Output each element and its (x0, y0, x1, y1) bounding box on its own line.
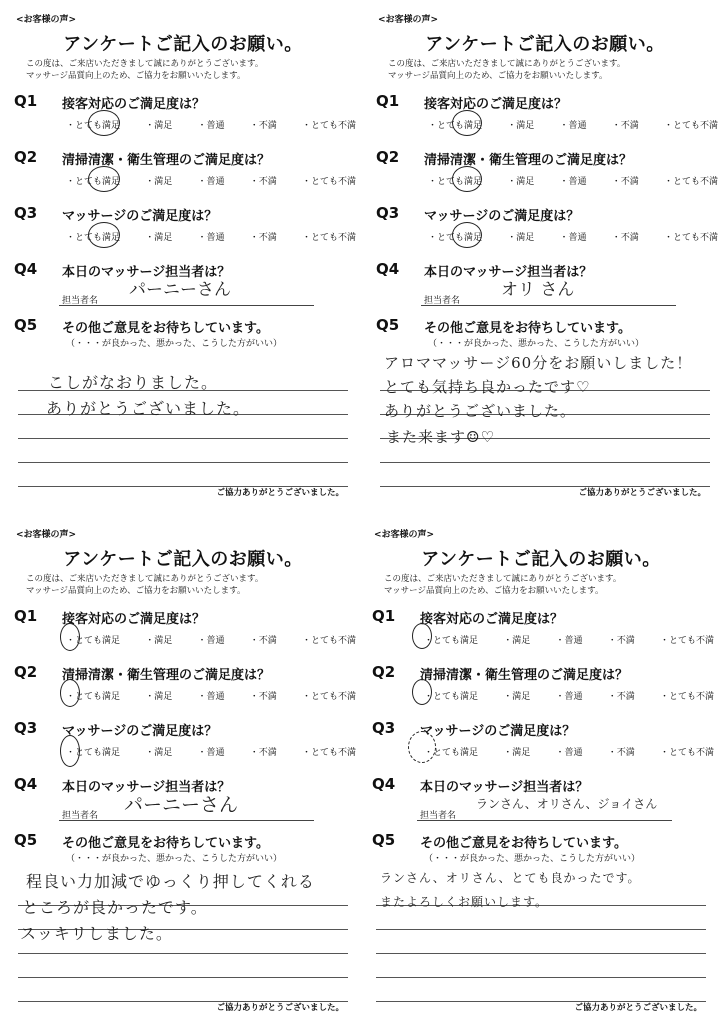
selection-circle-icon (60, 623, 80, 651)
question-3: Q3 マッサージのご満足度は？ ・とても満足 ・満足 ・普通 ・不満 ・とても不満 (14, 204, 354, 254)
option-dissatisfied: ・不満 (249, 121, 277, 131)
rating-options: ・とても満足 ・満足 ・普通 ・不満 ・とても不満 (66, 177, 356, 187)
q5-hint: （・・・が良かった、悪かった、こうした方がいい） (66, 339, 283, 349)
question-2: Q2 清掃清潔・衛生管理のご満足度は？ ・とても満足 ・満足 ・普通 ・不満 ・とても不満 (14, 663, 354, 713)
thanks-footer: ご協力ありがとうございました。 (216, 488, 344, 498)
survey-title: アンケートご記入のお願い。 (425, 34, 665, 55)
question-1: Q1 接客対応のご満足度は？ ・とても満足 ・満足 ・普通 ・不満 ・とても不満 (14, 607, 354, 657)
survey-title: アンケートご記入のお願い。 (63, 34, 303, 55)
selection-circle-icon (60, 679, 80, 707)
selection-circle-icon (412, 623, 432, 649)
question-4: Q4 本日のマッサージ担当者は？ 担当者名 パーニーさん (14, 260, 354, 310)
comment-line: ありがとうございました。 (46, 399, 251, 418)
option-very-dissatisfied: ・とても不満 (301, 121, 356, 131)
question-5: Q5 その他ご意見をお待ちしています。 （・・・が良かった、悪かった、こうした方がいい） (372, 831, 641, 864)
staff-name-handwritten: パーニーさん (129, 280, 231, 300)
question-2: Q2 清掃清潔・衛生管理のご満足度は？ ・とても満足 ・満足 ・普通 ・不満 ・とても不満 (14, 148, 354, 198)
staff-name-line (59, 305, 314, 306)
question-1: Q1 接客対応のご満足度は？ ・とても満足 ・満足 ・普通 ・不満 ・とても不満 (14, 92, 354, 142)
question-2: Q2 清掃清潔・衛生管理のご満足度は？ ・とても満足 ・満足 ・普通 ・不満 ・とても不満 (376, 148, 716, 198)
staff-name-handwritten: オリ さん (501, 280, 575, 300)
selection-circle-icon (60, 735, 80, 767)
question-4: Q4 本日のマッサージ担当者は？ 担当者名 パーニーさん (14, 775, 354, 825)
comment-line: こしがなおりました。 (48, 373, 219, 392)
question-3: Q3 マッサージのご満足度は？ ・とても満足 ・満足 ・普通 ・不満 ・とても不満 (14, 719, 354, 769)
question-1: Q1 接客対応のご満足度は？ ・とても満足 ・満足 ・普通 ・不満 ・とても不満 (372, 607, 712, 657)
selection-circle-icon (88, 166, 120, 192)
selection-circle-icon (88, 222, 120, 248)
question-5: Q5 その他ご意見をお待ちしています。 （・・・が良かった、悪かった、こうした方がいい） (376, 316, 645, 349)
survey-card-1 (8, 10, 358, 510)
question-3: Q3 マッサージのご満足度は？ ・とても満足 ・満足 ・普通 ・不満 ・とても不満 (376, 204, 716, 254)
selection-circle-icon (88, 110, 120, 136)
flower-circle-icon (408, 731, 436, 763)
selection-circle-icon (452, 110, 482, 136)
option-satisfied: ・満足 (145, 121, 173, 131)
survey-card-3: <お客様の声> アンケートご記入のお願い。 この度は、ご来店いただきまして誠にありがとうございます。 マッサージ品質向上のため、ご協力をお願いいたします。 Q1 接客対応のご満足度は？ ・とても満足 ・満足 ・普通 ・不満 ・とても不満 Q2 清掃清潔・衛生管理のご満足度は？ ・とても満足 ・満足 ・普通 ・不満 ・とても不満 Q3 マッサージのご満足度は？ ・とても満足 ・満足 ・普通 ・不満 ・とても不満 Q4 本日のマッサージ担当者は？ 担当者名 パーニーさん Q5 その他ご意見をお待ちしています。 （・・・が良かった、悪かった、こうした方がいい） 程良い力加減でゆっくり押してくれる ところが良かったです。 スッキリしました。 ご協力ありがとうございました。 (8, 525, 358, 1025)
survey-intro: この度は、ご来店いただきまして誠にありがとうございます。 マッサージ品質向上のため、ご協力をお願いいたします。 (26, 59, 264, 81)
staff-name-label: 担当者名 (62, 296, 99, 306)
question-4: Q4 本日のマッサージ担当者は？ 担当者名 オリ さん (376, 260, 716, 310)
customer-voice-label: <お客様の声> (16, 15, 77, 25)
question-3: Q3 マッサージのご満足度は？ ・とても満足 ・満足 ・普通 ・不満 ・とても不満 (372, 719, 712, 769)
survey-card-4: <お客様の声> アンケートご記入のお願い。 この度は、ご来店いただきまして誠にありがとうございます。 マッサージ品質向上のため、ご協力をお願いいたします。 Q1 接客対応のご満足度は？ ・とても満足 ・満足 ・普通 ・不満 ・とても不満 Q2 清掃清潔・衛生管理のご満足度は？ ・とても満足 ・満足 ・普通 ・不満 ・とても不満 Q3 マッサージのご満足度は？ ・とても満足 ・満足 ・普通 ・不満 ・とても不満 Q4 本日のマッサージ担当者は？ 担当者名 ランさん、オリさん、ジョイさん Q5 その他ご意見をお待ちしています。 （・・・が良かった、悪かった、こうした方がいい） ランさん、オリさん、とても良かったです。 またよろしくお願いします。 ご協力ありがとうございました。 (366, 525, 716, 1025)
question-4: Q4 本日のマッサージ担当者は？ 担当者名 ランさん、オリさん、ジョイさん (372, 775, 712, 825)
question-1: Q1 接客対応のご満足度は？ ・とても満足 ・満足 ・普通 ・不満 ・とても不満 (376, 92, 716, 142)
rating-options: ・とても満足 ・満足 ・普通 ・不満 ・とても不満 (66, 233, 356, 243)
option-very-satisfied: ・とても満足 (66, 121, 121, 131)
question-5: Q5 その他ご意見をお待ちしています。 （・・・が良かった、悪かった、こうした方がいい） (14, 831, 283, 864)
survey-card-2: <お客様の声> アンケートご記入のお願い。 この度は、ご来店いただきまして誠にありがとうございます。 マッサージ品質向上のため、ご協力をお願いいたします。 Q1 接客対応のご満足度は？ ・とても満足 ・満足 ・普通 ・不満 ・とても不満 Q2 清掃清潔・衛生管理のご満足度は？ ・とても満足 ・満足 ・普通 ・不満 ・とても不満 Q3 マッサージのご満足度は？ ・とても満足 ・満足 ・普通 ・不満 ・とても不満 Q4 本日のマッサージ担当者は？ 担当者名 オリ さん Q5 その他ご意見をお待ちしています。 （・・・が良かった、悪かった、こうした方がいい） アロママッサージ60分をお願いしました！ とても気持ち良かったです♡ ありがとうございました。 また来ます☺♡ ご協力ありがとうございました。 (370, 10, 720, 510)
customer-voice-label: <お客様の声> (378, 15, 439, 25)
selection-circle-icon (452, 222, 482, 248)
option-neutral: ・普通 (197, 121, 225, 131)
question-2: Q2 清掃清潔・衛生管理のご満足度は？ ・とても満足 ・満足 ・普通 ・不満 ・とても不満 (372, 663, 712, 713)
question-5: Q5 その他ご意見をお待ちしています。 （・・・が良かった、悪かった、こうした方がいい） (14, 316, 283, 349)
selection-circle-icon (412, 679, 432, 705)
survey-intro: この度は、ご来店いただきまして誠にありがとうございます。 マッサージ品質向上のため、ご協力をお願いいたします。 (388, 59, 626, 81)
selection-circle-icon (452, 166, 482, 192)
